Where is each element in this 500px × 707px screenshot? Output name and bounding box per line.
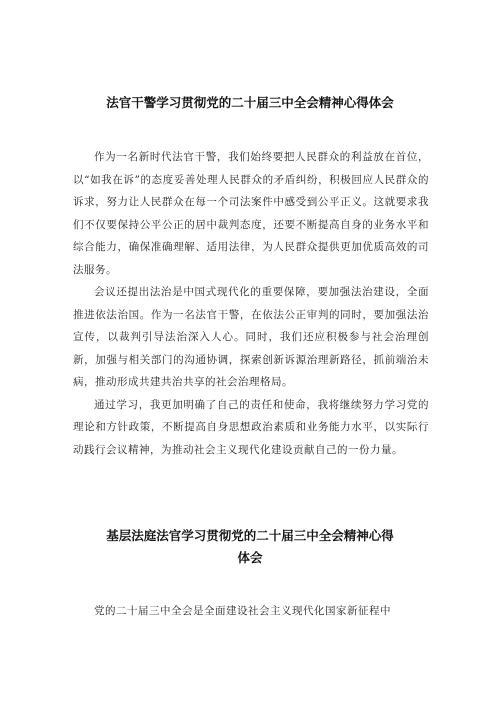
article-2-title-line-2: 体会 (237, 550, 263, 565)
article-1-paragraph-3: 通过学习，我更加明确了自己的责任和使命，我将继续努力学习党的理论和方针政策，不断提高自身思想政治素质和业务能力水平，以实际行动践行会议精神，为推动社会主义现代化建设贡献自己的一份力量。 (73, 398, 429, 456)
article-2-title (60, 525, 440, 569)
article-2-body (73, 600, 429, 623)
article-1-paragraph-2: 会议还提出法治是中国式现代化的重要保障，要加强法治建设，全面推进依法治国。作为一名法官干警，在依法公正审判的同时，要加强法治宣传，以裁判引导法治深入人心。同时，我们还应积极参与社会治理创新，加强与相关部门的沟通协调，探索创新诉源治理新路径，抓前端治未病，推动形成共建共治共享的社会治理格局。 (73, 286, 429, 388)
article-1-paragraph-1: 作为一名新时代法官干警，我们始终要把人民群众的利益放在首位，以“如我在诉”的态度妥善处理人民群众的矛盾纠纷，积极回应人民群众的诉求，努力让人民群众在每一个司法案件中感受到公平正义。这就要求我们不仅要保持公平公正的居中裁判态度，还要不断提高自身的业务水平和综合能力，确保准确理解、适用法律，为人民群众提供更加优质高效的司法服务。 (73, 151, 429, 276)
article-1-title: 法官干警学习贯彻党的二十届三中全会精神心得体会 (106, 95, 394, 110)
article-1-body (73, 146, 429, 461)
article-2-title-line-1: 基层法庭法官学习贯彻党的二十届三中全会精神心得 (106, 528, 394, 543)
article-2-paragraph-1: 党的二十届三中全会是全面建设社会主义现代化国家新征程中 (94, 605, 391, 617)
